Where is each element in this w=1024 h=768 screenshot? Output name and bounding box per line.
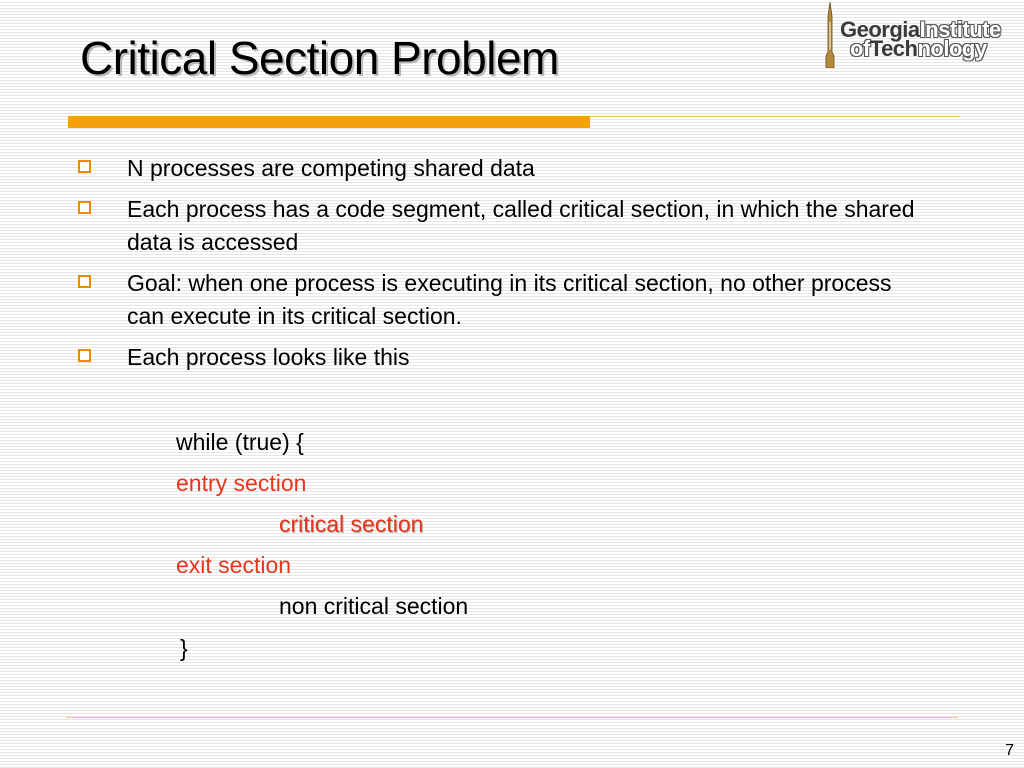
bullet-text: Each process looks like this bbox=[127, 344, 410, 370]
square-bullet-icon bbox=[78, 349, 91, 362]
page-number: 7 bbox=[1005, 742, 1014, 759]
code-non-critical-section: non critical section bbox=[279, 593, 469, 619]
code-critical-section: critical section bbox=[279, 511, 424, 537]
footer-rule bbox=[66, 717, 958, 718]
square-bullet-icon bbox=[78, 275, 91, 288]
code-exit-section: exit section bbox=[176, 552, 292, 578]
bullet-item bbox=[76, 152, 926, 185]
slide-title: Critical Section Problem bbox=[80, 32, 559, 84]
code-closing-brace: } bbox=[180, 635, 188, 661]
logo-nology: nology bbox=[917, 36, 987, 61]
square-bullet-icon bbox=[78, 160, 91, 173]
logo-tech: Tech bbox=[869, 36, 918, 61]
bullet-list bbox=[76, 152, 926, 382]
bullet-item bbox=[76, 193, 926, 259]
tower-icon bbox=[824, 2, 836, 68]
logo-of: of bbox=[850, 36, 870, 61]
title-accent-rule bbox=[68, 116, 590, 128]
bullet-item bbox=[76, 341, 926, 374]
title-thin-rule bbox=[590, 116, 960, 117]
logo-georgia: Georgia bbox=[840, 17, 920, 42]
logo-institute: Institute bbox=[919, 17, 1001, 42]
square-bullet-icon bbox=[78, 201, 91, 214]
bullet-item bbox=[76, 267, 926, 333]
georgia-tech-logo bbox=[816, 2, 1016, 72]
logo-line-2 bbox=[850, 37, 987, 61]
code-entry-section: entry section bbox=[176, 470, 307, 496]
bullet-text: Each process has a code segment, called critical section, in which the shared data is accessed bbox=[127, 196, 915, 255]
bullet-text: Goal: when one process is executing in its critical section, no other process can execute in its critical section. bbox=[127, 270, 892, 329]
bullet-text: N processes are competing shared data bbox=[127, 155, 535, 181]
code-while-line: while (true) { bbox=[176, 429, 304, 455]
